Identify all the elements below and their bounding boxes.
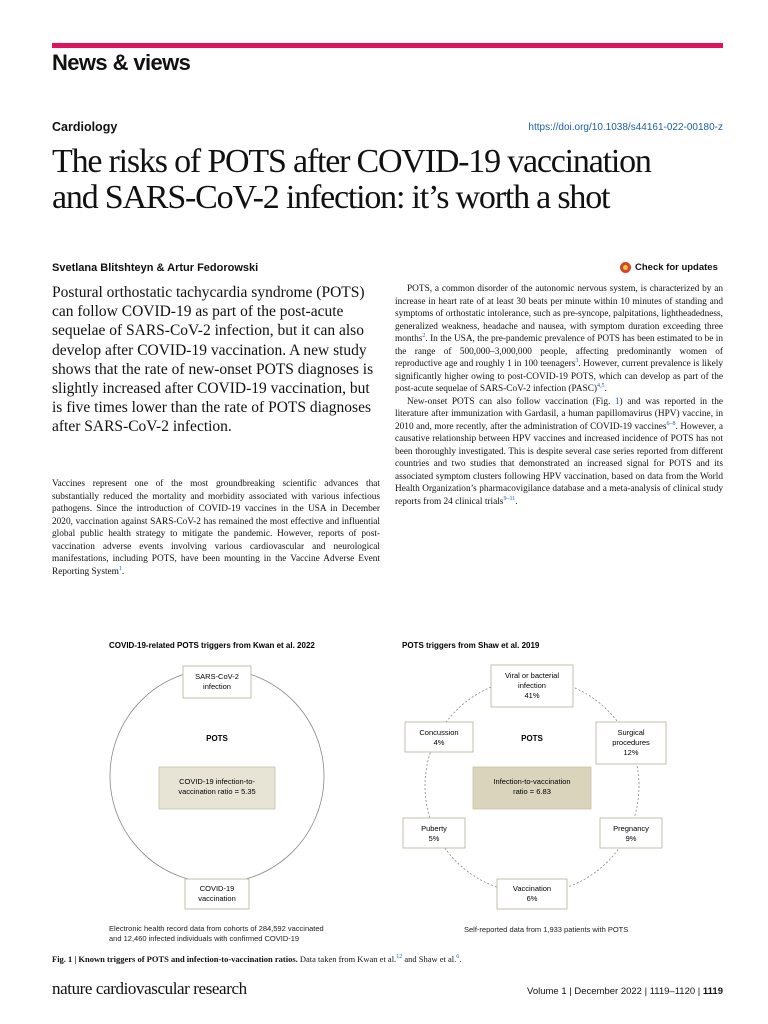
- box-value: 6%: [526, 894, 538, 903]
- check-updates-label: Check for updates: [635, 262, 718, 273]
- box-label: SARS-CoV-2: [195, 672, 239, 681]
- reference-link[interactable]: 12: [396, 954, 403, 961]
- figure-caption: [52, 954, 723, 964]
- caption-text: and Shaw et al.: [402, 954, 457, 964]
- box-label: Pregnancy: [613, 824, 649, 833]
- box-label: Vaccination: [512, 884, 552, 893]
- left-panel-note: and 12,460 infected individuals with confirmed COVID-19: [109, 934, 300, 943]
- right-panel-note: Self-reported data from 1,933 patients with POTS: [464, 925, 629, 934]
- body-text: . However, a causative relationship between HPV vaccines and increased incidence of POTS has not been thoroughly investigated. This is despite several case series reported from different countries and two studies that demonstrated an increased signal for POTS and its associated symptom clusters following HPV vaccination, based on data from the World Health Organization’s pharmacovigilance database and a meta-analysis of clinical study reports from 24 clinical trials: [395, 421, 723, 507]
- caption-text: Data taken from Kwan et al.: [297, 954, 397, 964]
- body-paragraph: [395, 283, 723, 396]
- body-text: ) and was reported in the literature after immunization with Gardasil, a human papillomavirus (HPV) vaccine, in 2010 and, more recently, after the administration of COVID-19 vaccines: [395, 396, 723, 432]
- box-label: Puberty: [421, 824, 447, 833]
- box-label: Viral or bacterial: [504, 671, 560, 680]
- box-shape: [600, 818, 662, 848]
- right-panel-title: POTS triggers from Shaw et al. 2019: [402, 641, 540, 650]
- page-number: 1119: [702, 986, 723, 997]
- box-label: procedures: [612, 738, 650, 747]
- figure-link[interactable]: 1: [614, 396, 620, 407]
- pots-center-label: POTS: [521, 734, 543, 743]
- box-label: Surgical: [617, 728, 645, 737]
- trigger-surgical-procedures: [596, 722, 666, 764]
- trigger-vaccination: [497, 879, 567, 909]
- volume-text: Volume 1 | December 2022 | 1119–1120 |: [527, 986, 703, 997]
- reference-link[interactable]: 2: [422, 332, 426, 339]
- infection-vaccination-ratio-box: [473, 767, 591, 809]
- authors: Svetlana Blitshteyn & Artur Fedorowski: [52, 262, 259, 274]
- crossmark-icon: [620, 262, 631, 273]
- body-paragraph: [52, 478, 380, 578]
- masthead-accent-bar: [52, 43, 723, 48]
- reference-link[interactable]: 1: [118, 565, 122, 572]
- body-column-left: [52, 478, 380, 578]
- trigger-concussion: [405, 722, 473, 752]
- reference-link[interactable]: 6: [456, 954, 460, 961]
- box-shape: [405, 722, 473, 752]
- box-label: COVID-19: [199, 884, 235, 893]
- left-panel-note: Electronic health record data from cohorts of 284,592 vaccinated: [109, 924, 324, 933]
- box-label: ratio = 6.83: [513, 787, 551, 796]
- left-panel-title: COVID-19-related POTS triggers from Kwan et al. 2022: [109, 641, 315, 650]
- body-text: POTS, a common disorder of the autonomic nervous system, is characterized by an increase in heart rate of at least 30 beats per minute within 10 minutes of standing and symptoms of orthostatic intolerance, such as pre-syncope, palpitations, lightheadedness, generalized weakness, headache and nausea, with symptom duration exceeding three months: [395, 284, 723, 344]
- body-paragraph: [395, 396, 723, 509]
- box-label: vaccination: [198, 894, 236, 903]
- box-value: 5%: [428, 834, 440, 843]
- body-text: .: [121, 566, 125, 577]
- reference-link[interactable]: 6–8: [666, 420, 676, 427]
- standfirst-text: Postural orthostatic tachycardia syndrome (POTS) can follow COVID-19 as part of the post-acute sequelae of SARS-CoV-2 infection, but it can also develop after COVID-19 vaccination. A new study shows that the rate of new-onset POTS diagnoses is slightly increased after COVID-19 vaccination, but is five times lower than the rate of POTS diagnoses after SARS-CoV-2 infection.: [52, 284, 374, 436]
- reference-link[interactable]: 9–11: [503, 495, 516, 502]
- box-value: 12%: [623, 748, 639, 757]
- box-label: vaccination ratio = 5.35: [178, 787, 256, 796]
- box-value: 4%: [433, 738, 445, 747]
- standfirst: [52, 283, 378, 437]
- article-title-line-2: and SARS-CoV-2 infection: it’s worth a shot: [52, 179, 610, 216]
- caption-label: Fig. 1 | Known triggers of POTS and infection-to-vaccination ratios.: [52, 954, 298, 964]
- left-panel: [109, 641, 324, 943]
- body-text: .: [604, 384, 607, 394]
- reference-link[interactable]: 4,5: [597, 382, 605, 389]
- body-text: .: [515, 496, 518, 507]
- right-panel: [402, 641, 666, 934]
- box-label: infection: [203, 682, 231, 691]
- box-value: 9%: [625, 834, 637, 843]
- sars-cov-2-box: [183, 666, 251, 698]
- box-label: Infection-to-vaccination: [493, 777, 571, 786]
- body-column-right: [395, 283, 723, 508]
- journal-logo: nature cardiovascular research: [52, 979, 247, 998]
- doi-link[interactable]: https://doi.org/10.1038/s44161-022-00180-z: [528, 122, 723, 133]
- trigger-pregnancy: [600, 818, 662, 848]
- caption-text: .: [459, 954, 462, 964]
- body-text: New-onset POTS can also follow vaccination (Fig.: [407, 396, 615, 407]
- check-updates-button[interactable]: [620, 262, 718, 273]
- reference-link[interactable]: 3: [575, 357, 579, 364]
- figure-1: [52, 628, 723, 948]
- trigger-viral-bacterial-infection: [491, 665, 573, 707]
- covid-vaccination-box: [185, 879, 249, 909]
- pots-center-label: POTS: [206, 734, 228, 743]
- box-label: COVID-19 infection-to-: [179, 777, 255, 786]
- article-title-line-1: The risks of POTS after COVID-19 vaccination: [52, 143, 651, 180]
- volume-info: [430, 986, 723, 997]
- infection-vaccination-ratio-box: [159, 767, 275, 809]
- body-text: . In the USA, the pre-pandemic prevalence of POTS has been estimated to be in the range of 500,000–3,000,000 people, affecting predominantly women of reproductive age and roughly 1 in 100 teenagers: [395, 334, 723, 369]
- masthead: News & views: [52, 50, 191, 75]
- box-label: infection: [518, 681, 546, 690]
- body-text: . However, current prevalence is likely significantly higher owing to post-COVID-19 POTS, which can develop as part of the post-acute sequelae of SARS-CoV-2 infection (PASC): [395, 359, 723, 394]
- section-label: Cardiology: [52, 120, 118, 134]
- box-label: Concussion: [419, 728, 459, 737]
- box-shape: [403, 818, 465, 848]
- box-value: 41%: [524, 691, 540, 700]
- trigger-puberty: [403, 818, 465, 848]
- body-text: Vaccines represent one of the most groundbreaking scientific advances that substantially reduced the mortality and morbidity associated with various infectious pathogens. Since the introduction of COVID-19 vaccines in the USA in December 2020, vaccination against SARS-CoV-2 has remained the most effective and influential global public health strategy to mitigate the pandemic. However, reports of post-vaccination adverse events involving various cardiovascular and neurological manifestations, including POTS, have been mounting in the Vaccine Adverse Event Reporting System: [52, 479, 380, 577]
